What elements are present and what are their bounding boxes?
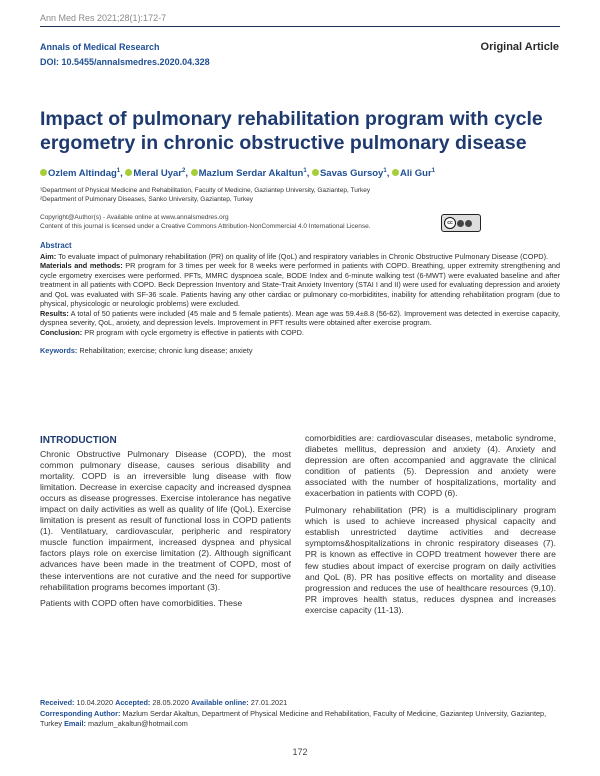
online-label: Available online: [190, 698, 249, 707]
abstract-conclusion [40, 328, 560, 338]
dates-line [40, 698, 560, 709]
online-date: 27.01.2021 [250, 698, 288, 707]
license-line: Content of this journal is licensed under a Creative Commons Attribution-NonCommercial 4.0 International License. [40, 223, 371, 230]
received-date: 10.04.2020 [76, 698, 114, 707]
orcid-icon[interactable] [125, 169, 132, 176]
abstract-aim [40, 252, 560, 262]
aim-text: To evaluate impact of pulmonary rehabilitation (PR) on quality of life (QoL) and respiratory variables in Chronic Obstructive Pulmonary Disease (COPD). [58, 251, 549, 261]
copyright-line: Copyright@Author(s) - Available online at www.annalsmedres.org [40, 214, 229, 221]
email-link[interactable]: mazlum_akaltun@hotmail.com [88, 719, 188, 728]
page-number: 172 [292, 747, 308, 757]
results-text: A total of 50 patients were included (45 male and 5 female patients). Mean age was 59.4±8.8 (56-62). Improvement was detected in exercise capacity, dyspnea severity, QoL, anxiety, and depression levels. Improvement in PFT results were obtained after exercise program. [40, 308, 560, 327]
author-separator: , [185, 168, 191, 180]
body-paragraph: Chronic Obstructive Pulmonary Disease (COPD), the most common pulmonary disease, causes serious disability and mortality. COPD is an irreversible lung disease with flow limitation. Decrease in exercise capacity and increased dyspnea occurs as disease progresses. Exercise intolerance has negative impact on daily activities as well as quality of life (QoL). Exercise limitation is present as result of functional loss in COPD patients (1). Ventilatuary, cardiovascular, peripheric and respiratory muscle function impairment, increased dyspnea and physical factors plays role on exercise limitation (2). Although significant advances have been made in the treatment of COPD, most of these interventions are not curative and the need for supportive rehabilitation programs becomes important (3). [40, 449, 291, 592]
article-footer [40, 698, 560, 730]
corresponding-author [40, 709, 560, 730]
author-affiliation-mark: 1 [116, 168, 121, 174]
keywords [40, 346, 560, 356]
author-separator: , [306, 168, 312, 180]
abstract-results [40, 309, 560, 328]
doi-link[interactable]: DOI: 10.5455/annalsmedres.2020.04.328 [40, 57, 210, 67]
accepted-date: 28.05.2020 [152, 698, 189, 707]
abstract-methods [40, 261, 560, 309]
keywords-text: Rehabilitation; exercise; chronic lung disease; anxiety [79, 346, 253, 355]
corresponding-label: Corresponding Author: [40, 708, 121, 718]
orcid-icon[interactable] [40, 169, 47, 176]
aim-label: Aim: [40, 251, 57, 261]
keywords-label: Keywords: [40, 346, 78, 355]
affiliation-1: ¹Department of Physical Medicine and Rehabilitation, Faculty of Medicine, Gaziantep University, Gaziantep, Turkey [40, 187, 371, 194]
results-label: Results: [40, 308, 69, 318]
author-name[interactable]: Ozlem Altindag [48, 168, 117, 180]
conclusion-label: Conclusion: [40, 327, 83, 337]
author-name[interactable]: Mazlum Serdar Akaltun [198, 168, 304, 180]
journal-name: Annals of Medical Research [40, 42, 160, 52]
received-label: Received: [40, 698, 75, 707]
orcid-icon[interactable] [392, 169, 399, 176]
body-paragraph: Pulmonary rehabilitation (PR) is a multidisciplinary program which is used to achieve increased physical capacity and establish unrestricted daytime activities and decrease symptoms&hospitalizations in chronic respiratory diseases (7). PR is known as effective in COPD treatment however there are few studies about impact of exercise program on daily activities and QoL (8). PR has positive effects on mortality and disease progression and reduces the use of healthcare resources (9,10). PR improves health status, reduces dyspnea and increases exercise capacity (11-13). [305, 505, 556, 615]
author-affiliation-mark: 2 [182, 168, 186, 174]
spacer [40, 337, 560, 346]
abstract-section [40, 241, 560, 356]
author-affiliation-mark: 1 [383, 168, 387, 174]
author-name[interactable]: Savas Gursoy [319, 168, 384, 180]
header-rule [40, 26, 560, 27]
article-type: Original Article [480, 41, 559, 53]
article-title: Impact of pulmonary rehabilitation program with cycle ergometry in chronic obstructive pulmonary disease [40, 108, 543, 154]
author-affiliation-mark: 1 [303, 168, 307, 174]
introduction-heading: INTRODUCTION [40, 435, 117, 446]
attribution-icon [457, 220, 464, 227]
author-name[interactable]: Meral Uyar [133, 168, 183, 180]
noncommercial-icon [465, 220, 472, 227]
body-paragraph: comorbidities are: cardiovascular diseases, metabolic syndrome, diabetes mellitus, depression and anxiety (4). Anxiety and depression are often accompanied and aggravate the clinical condition of patients (5). Depression and anxiety were associated with the number of hospitalizations, mortality and exacerbation in patients with COPD (6). [305, 433, 556, 499]
citation-line: Ann Med Res 2021;28(1):172-7 [40, 13, 167, 23]
abstract-heading: Abstract [40, 241, 72, 250]
author-list [40, 168, 435, 179]
author-name[interactable]: Ali Gur [399, 168, 432, 180]
orcid-icon[interactable] [312, 169, 319, 176]
email-label: Email: [64, 719, 86, 728]
author-separator: , [120, 168, 126, 180]
cc-license-badge-icon[interactable] [441, 214, 481, 232]
conclusion-text: PR program with cycle ergometry is effective in patients with COPD. [84, 327, 304, 337]
body-column-right [305, 433, 556, 622]
corresponding-text: Mazlum Serdar Akaltun, Department of Physical Medicine and Rehabilitation, Faculty of Medicine, Gaziantep University, Gaziantep, Turkey [40, 708, 547, 728]
methods-label: Materials and methods: [40, 261, 123, 270]
body-column-left [40, 433, 291, 614]
author-separator: , [386, 168, 392, 180]
author-affiliation-mark: 1 [431, 168, 435, 174]
methods-text: PR program for 3 times per week for 8 weeks were performed in patients with COPD. Breathing, upper extremity strengthening and cycle ergometry exercises were performed. PFTs, MMRC dyspnoea scale, BODE Index and 6-minute walking test (6-MWT) were evaluated baseline and after treatment in all patients with COPD. Beck Depression Inventory and State-Trait Anxiety Inventory (STAI I and II) were used for evaluating depression and anxiety and QoL was evaluated with SF-36 scale. Patients having any other cardiac or pulmonary co-morbiditites, inability for attending rehabilitation program (due to physical, physicologic or neurologic problems) were excluded. [40, 261, 561, 308]
body-paragraph: Patients with COPD often have comorbidities. These [40, 597, 243, 608]
orcid-icon[interactable] [191, 169, 198, 176]
affiliation-2: ²Department of Pulmonary Diseases, Sanko University, Gaziantep, Turkey [40, 196, 254, 203]
accepted-label: Accepted: [115, 698, 151, 707]
cc-logo-icon: cc [444, 217, 456, 229]
